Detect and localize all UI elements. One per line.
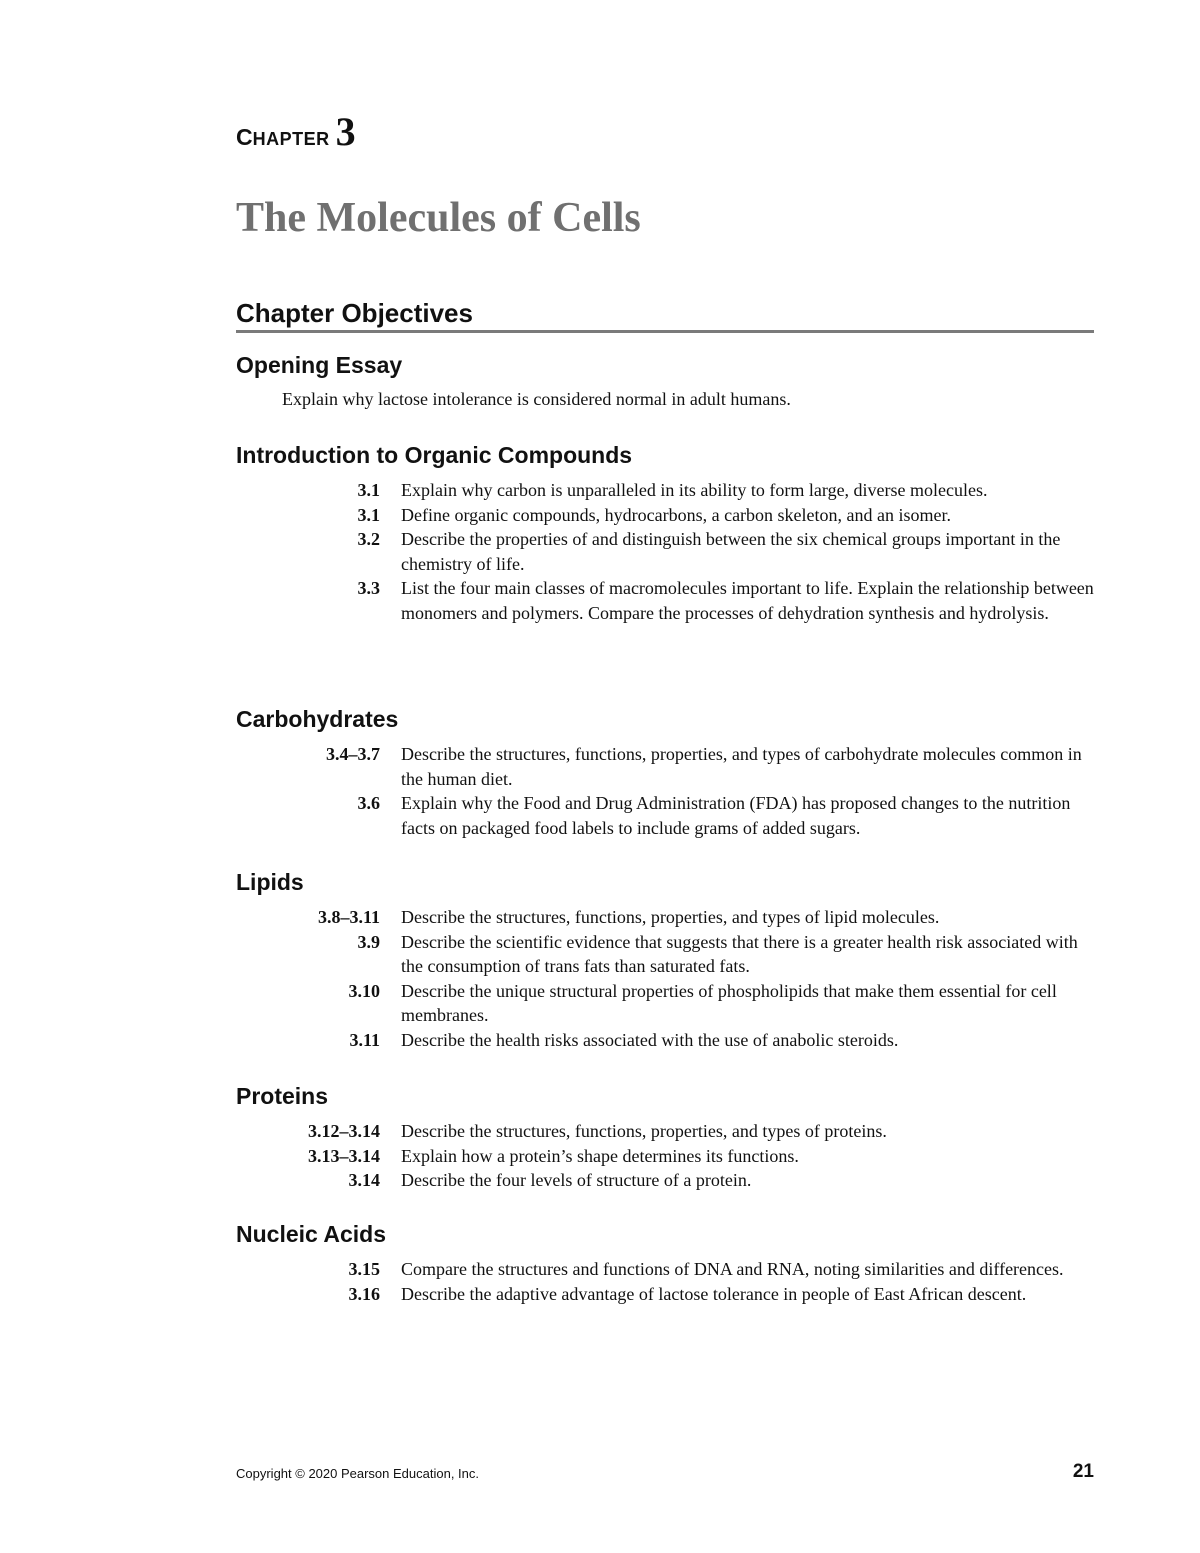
objective-text: List the four main classes of macromolecules important to life. Explain the relationship between monomers and polymers. Compare the processes of dehydration synthesis and hydrolysis. [401,578,1094,623]
objective-list [236,1257,1096,1306]
objectives-heading: Chapter Objectives [236,296,1094,333]
objective-text: Describe the scientific evidence that suggests that there is a greater health risk associated with the consumption of trans fats than saturated fats. [401,931,1078,976]
objective-text: Explain why the Food and Drug Administration (FDA) has proposed changes to the nutrition facts on packaged food labels to include grams of added sugars. [401,793,1071,838]
objective-number: 3.16 [348,1283,380,1304]
section-heading-nucleic-acids: Nucleic Acids [236,1221,386,1247]
objective-number: 3.12–3.14 [308,1121,380,1141]
objective-text: Describe the structures, functions, properties, and types of lipid molecules. [401,907,940,927]
proteins-section [236,1081,1096,1193]
objective-item [236,503,1096,528]
objective-item [236,1028,1096,1053]
objective-text: Describe the structures, functions, properties, and types of carbohydrate molecules common in the human diet. [401,744,1082,789]
objective-item [236,1257,1096,1282]
objective-number: 3.2 [357,529,380,549]
objective-number: 3.13–3.14 [308,1145,380,1166]
footer-copyright: Copyright © 2020 Pearson Education, Inc. [236,1466,480,1481]
objective-number: 3.14 [348,1170,380,1190]
chapter-label [236,109,356,159]
objective-number: 3.1 [357,480,380,500]
chapter-title: The Molecules of Cells [236,195,641,241]
objective-text: Describe the health risks associated with the use of anabolic steroids. [401,1029,899,1050]
objective-text: Describe the unique structural properties of phospholipids that make them essential for cell membranes. [401,980,1057,1025]
objective-item [236,905,1096,930]
section-heading-organic-compounds: Introduction to Organic Compounds [236,442,633,468]
objective-text: Describe the adaptive advantage of lactose tolerance in people of East African descent. [401,1283,1027,1304]
objective-number: 3.15 [348,1259,380,1279]
objective-number: 3.11 [349,1029,380,1050]
objective-number: 3.4–3.7 [326,744,380,764]
objective-item [236,478,1096,503]
objective-item [236,1282,1096,1307]
objective-text: Describe the structures, functions, properties, and types of proteins. [401,1121,887,1141]
section-heading-opening-essay: Opening Essay [236,352,403,378]
chapter-label-initial: C [236,124,253,150]
objective-number: 3.8–3.11 [317,907,380,927]
chapter-label-rest: HAPTER [252,129,330,149]
objective-list [236,478,1096,625]
carbohydrates-section [236,704,1096,840]
objective-item [236,1119,1096,1144]
section-heading-proteins: Proteins [236,1083,329,1109]
objective-item [236,1168,1096,1193]
organic-compounds-section [236,440,1096,625]
objective-item [236,576,1096,625]
objective-item [236,527,1096,576]
objective-list [236,742,1096,840]
page-number: 21 [1072,1461,1094,1482]
objective-text: Describe the properties of and distinguish between the six chemical groups important in the chemistry of life. [401,529,1061,574]
section-heading-carbohydrates: Carbohydrates [236,706,399,732]
objective-text: Define organic compounds, hydrocarbons, a carbon skeleton, and an isomer. [401,504,952,525]
objective-item [236,791,1096,840]
objective-item [236,979,1096,1028]
lipids-section [236,867,1096,1052]
objective-number: 3.6 [357,793,380,813]
objective-item [236,1144,1096,1169]
nucleic-acids-section [236,1219,1096,1306]
objective-number: 3.3 [357,578,380,598]
objective-text: Explain how a protein’s shape determines its functions. [401,1145,799,1166]
chapter-number: 3 [335,109,356,154]
objective-item [236,742,1096,791]
opening-essay-text: Explain why lactose intolerance is considered normal in adult humans. [282,389,791,409]
objective-list [236,905,1096,1052]
objective-number: 3.10 [348,980,380,1001]
objective-text: Compare the structures and functions of DNA and RNA, noting similarities and differences. [401,1259,1064,1279]
objective-number: 3.9 [357,931,380,952]
opening-essay-section [236,350,1096,412]
objective-number: 3.1 [357,504,380,525]
section-heading-lipids: Lipids [236,869,304,895]
objective-list [236,1119,1096,1193]
objective-item [236,930,1096,979]
objective-text: Explain why carbon is unparalleled in its ability to form large, diverse molecules. [401,480,988,500]
objective-text: Describe the four levels of structure of a protein. [401,1170,752,1190]
